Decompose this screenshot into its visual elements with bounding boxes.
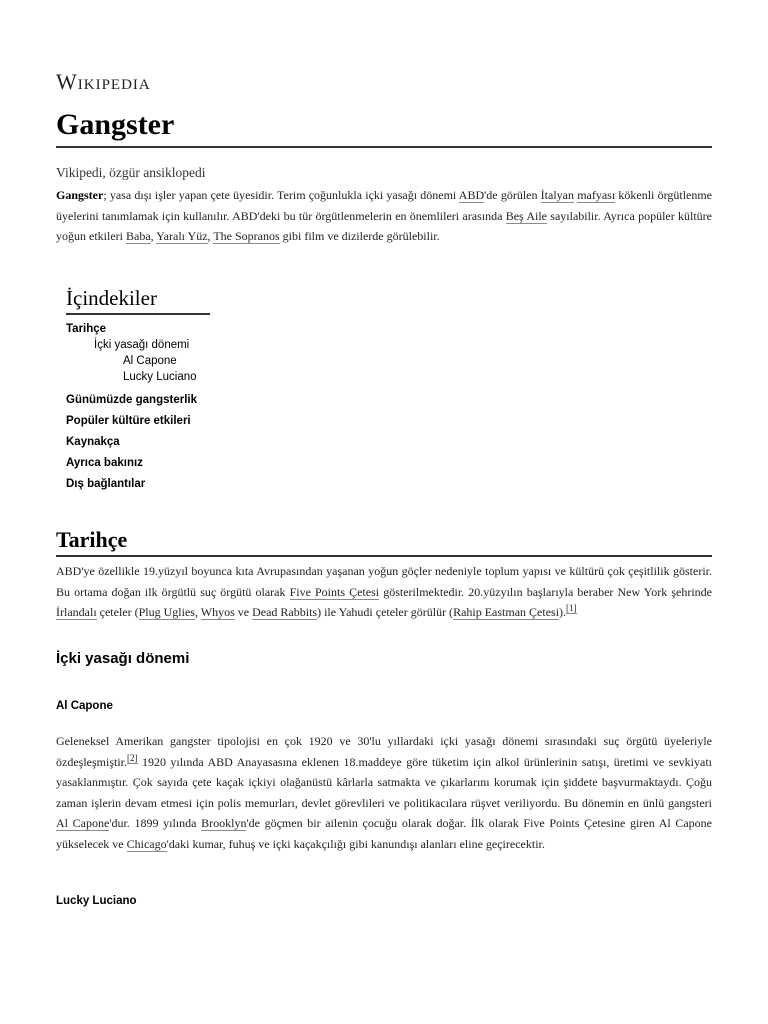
al-capone-paragraph: Geleneksel Amerikan gangster tipolojisi en çok 1920 ve 30'lu yıllardaki içki yasağı dönemi sırasındaki suç örgütü üyeleriyle özdeşleşmiştir.[2] 1920 yılında ABD Anayasasına eklenen 18.maddeye göre tüketim için alkol ürünlerinin satışı, üretimi ve sevkiyatı yasaklanmıştır. Çok sayıda çete kaçak içkiyi olağanüstü kârlarla satmakta ve çıkarlarını korumak için şiddete başvurmaktaydı. Çoğu zaman işlerin devam etmesi için polis memurları, devlet görevlileri ve politikacılara rüşvet veriliyordu. Bu dönemin en ünlü gangsteri Al Capone'dur. 1899 yılında Brooklyn'de göçmen bir ailenin çocuğu olarak doğar. İlk olarak Five Points Çetesine giren Al Capone yükselecek ve Chicago'daki kumar, fuhuş ve içki kaçakçılığı gibi kanundışı alanları eline geçirecektir. <box>56 734 712 851</box>
toc-item-al-capone[interactable]: Al Capone <box>123 355 177 367</box>
toc-item-lucky-luciano[interactable]: Lucky Luciano <box>123 371 197 383</box>
toc-item-kaynakca[interactable]: Kaynakça <box>66 436 120 448</box>
toc-item-populer-kultur[interactable]: Popüler kültüre etkileri <box>66 415 191 427</box>
link-baba[interactable]: Baba <box>125 229 151 243</box>
link-abd[interactable]: ABD <box>458 188 485 202</box>
toc-title: İçindekiler <box>66 284 210 315</box>
page-title: Gangster <box>56 107 712 148</box>
link-plug-uglies[interactable]: Plug Uglies <box>138 605 195 619</box>
toc-item-icki-yasagi[interactable]: İçki yasağı dönemi <box>94 339 190 351</box>
link-the-sopranos[interactable]: The Sopranos <box>213 229 280 243</box>
link-al-capone[interactable]: Al Capone <box>56 816 110 830</box>
link-irlandali[interactable]: İrlandalı <box>56 605 97 619</box>
link-bes-aile[interactable]: Beş Aile <box>505 208 547 223</box>
lead-term: Gangster <box>56 188 104 202</box>
heading-lucky-luciano: Lucky Luciano <box>56 895 137 907</box>
site-tagline: Vikipedi, özgür ansiklopedi <box>56 165 206 180</box>
lead-paragraph: Gangster; yasa dışı işler yapan çete üyesidir. Terim çoğunlukla içki yasağı dönemi ABD'de görülen İtalyan mafyası kökenli örgütlenme üyelerini tanımlamak için kullanılır. ABD'deki bu tür örgütlenmelerin en önemlileri arasında Beş Aile sayılabilir. Ayrıca popüler kültüre yoğun etkileri Baba, Yaralı Yüz, The Sopranos gibi film ve dizilerde görülebilir. <box>56 188 713 243</box>
link-chicago[interactable]: Chicago <box>126 836 167 851</box>
link-brooklyn[interactable]: Brooklyn <box>201 816 247 830</box>
tarihce-paragraph: ABD'ye özellikle 19.yüzyıl boyunca kıta Avrupasından yaşanan yoğun göçler nedeniyle toplum yapısı ve kültürü çok çeşitlilik gösterir. Bu ortama doğan ilk örgütlü suç örgütü olarak Five Points Çetesi gösterilmektedir. 20.yüzyılın başlarıyla beraber New York şehrinde İrlandalı çeteler (Plug Uglies, Whyos ve Dead Rabbits) ile Yahudi çeteler görülür (Rahip Eastman Çetesi).[1] <box>56 564 712 619</box>
link-dead-rabbits[interactable]: Dead Rabbits <box>252 605 318 619</box>
heading-tarihce: Tarihçe <box>56 526 712 557</box>
link-yarali-yuz[interactable]: Yaralı Yüz <box>156 229 208 243</box>
reference-1[interactable]: [1] <box>566 603 577 613</box>
heading-icki-yasagi: İçki yasağı dönemi <box>56 650 190 667</box>
table-of-contents <box>66 284 210 495</box>
link-whyos[interactable]: Whyos <box>200 605 235 619</box>
reference-2[interactable]: [2] <box>127 752 138 763</box>
link-italyan[interactable]: İtalyan <box>540 188 574 202</box>
link-five-points[interactable]: Five Points Çetesi <box>289 584 380 599</box>
toc-item-dis-baglantilar[interactable]: Dış bağlantılar <box>66 478 146 490</box>
toc-item-gunumuzde[interactable]: Günümüzde gangsterlik <box>66 394 197 406</box>
wikipedia-wordmark[interactable]: Wikipedia <box>56 69 151 94</box>
heading-al-capone: Al Capone <box>56 700 113 712</box>
link-rahip-eastman[interactable]: Rahip Eastman Çetesi <box>453 605 560 619</box>
toc-item-tarihce[interactable]: Tarihçe <box>66 323 107 335</box>
toc-item-ayrica-bakiniz[interactable]: Ayrıca bakınız <box>66 457 143 469</box>
link-mafyasi[interactable]: mafyası <box>577 188 616 202</box>
